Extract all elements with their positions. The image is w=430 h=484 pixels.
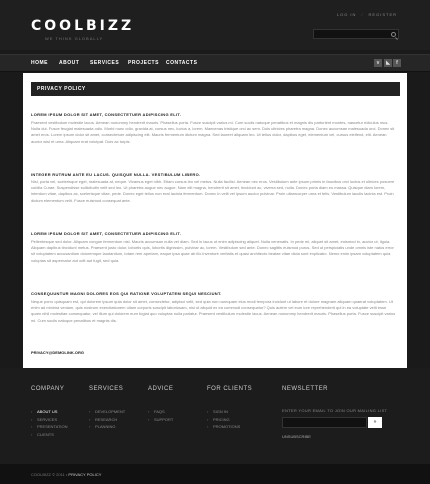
footer-list-for-clients — [207, 408, 240, 431]
privacy-email-link[interactable]: PRIVACY@DEMOLINK.ORG — [31, 350, 84, 355]
bottom-bar — [0, 464, 430, 484]
rss-icon[interactable]: ◣ — [384, 59, 392, 67]
footer-link[interactable]: › PROMOTIONS — [207, 423, 240, 431]
footer-link[interactable]: › CLIENTS — [31, 431, 68, 439]
section-text: Praesent vestibulum molestie lacus. Aenean nonummy hendrerit mauris. Phasellus porta. Fusce suscipit varius mi. Cum sociis natoque penatibus et magnis dis parturient montes, nascetur ridiculus mus. Nulla dui. Fusce feugiat malesuada odio. Morbi nunc odio, gravida at, cursus nec, luctus a, lorem. Maecenas tristique orci ac sem. Duis ultricies pharetra magna. Donec accumsan malesuada orci. Donec sit amet eros. Lorem ipsum dolor sit amet, consectetuer adipiscing elit. Mauris fermentum dictum magna. Sed laoreet aliquam leo. Ut tellus dolor, dapibus eget, elementum vel, cursus eleifend, elit. Aenean auctor wisi et urna. Aliquam erat volutpat. Duis ac turpis. — [31, 120, 395, 144]
footer-link[interactable]: › SUPPORT — [148, 416, 173, 424]
section-text: Nisl, porta vel, scelerisque eget, malesuada at, neque. Vivamus eget nibh. Etiam cursus leo vel metus. Nulla facilisi. Aenean nec eros. Vestibulum ante ipsum primis in faucibus orci luctus et ultrices posuere cubilia Curae; Suspendisse sollicitudin velit sed leo. Ut pharetra augue nec augue. Nam elit magna, hendrerit sit amet, tincidunt ac, viverra sed, nulla. Donec porta diam eu massa. Quisque diam lorem, interdum vitae, dapibus ac, scelerisque vitae, pede. Donec eget tellus non erat lacinia fermentum. Donec in velit vel ipsum auctor pulvinar. Proin ullamcorper urna et felis. Vestibulum iaculis lacinia est. Proin dictum elementum velit. Fusce euismod consequat ante. — [31, 179, 395, 203]
footer-link[interactable]: › PRICING — [207, 416, 240, 424]
nav-item-about[interactable]: ABOUT — [59, 60, 80, 66]
privacy-policy-link[interactable]: PRIVACY POLICY — [68, 472, 102, 477]
footer-list-company — [31, 408, 68, 438]
newsletter-email-input[interactable] — [282, 417, 367, 428]
footer-link[interactable]: › PRESENTATION — [31, 423, 68, 431]
footer-col-title: COMPANY — [31, 386, 65, 392]
section-heading: LOREM IPSUM DOLOR SIT AMET, CONSECTETUER ADIPISCING ELIT. — [31, 231, 182, 236]
login-link[interactable]: LOG IN — [336, 12, 357, 17]
footer-link[interactable]: › SERVICES — [31, 416, 68, 424]
search-input[interactable] — [313, 29, 399, 39]
footer-list-advice — [148, 408, 173, 423]
account-links — [337, 12, 397, 17]
footer-list-services — [89, 408, 125, 431]
section-text: Pellentesque sed dolor. Aliquam congue fermentum nisl. Mauris accumsan nulla vel diam. Sed in lacus ut enim adipiscing aliquet. Nulla venenatis. In pede mi, aliquet sit amet, euismod in, auctor ut, ligula. Aliquam dapibus tincidunt metus. Praesent justo dolor, lobortis quis, lobortis dignissim, pulvinar ac, lorem. Vestibulum sed ante. Donec sagittis euismod purus. Sed ut perspiciatis unde omnis iste natus error sit voluptatem accusantium doloremque laudantium, totam rem aperiam, eaque ipsa quae ab illo inventore veritatis et quasi architecto beatae vitae dicta sunt explicabo. Nemo enim ipsam voluptatem quia voluptas sit aspernatur aut odit aut fugit, sed quia. — [31, 239, 394, 263]
newsletter-submit-button[interactable]: » — [368, 417, 382, 428]
nav-item-home[interactable]: HOME — [31, 60, 48, 66]
main-content — [23, 73, 407, 368]
section-heading: INTEGER RUTRUM ANTE EU LACUS. QUISQUE NULLA. VESTIBULUM LIBERO. — [31, 172, 201, 177]
logo[interactable]: COOLBIZZ — [31, 18, 135, 34]
section-text: Neque porro quisquam est, qui dolorem ipsum quia dolor sit amet, consectetur, adipisci velit, sed quia non numquam eius modi tempora incidunt ut labore et dolore magnam aliquam quaerat voluptatem. Ut enim ad minima veniam, quis nostrum exercitationem ullam corporis suscipit laboriosam, nisi ut aliquid ex ea commodi consequatur? Quis autem vel eum iure reprehenderit qui in ea voluptate velit esse quam nihil molestiae consequatur, vel illum qui dolorem eum fugiat quo voluptas nulla pariatur. Praesent vestibulum molestie lacus. Aenean nonummy hendrerit mauris. Phasellus porta. Fusce suscipit varius mi. Cum sociis natoque penatibus et magnis dis. — [31, 299, 396, 323]
footer-link[interactable]: › ABOUT US — [31, 408, 68, 416]
section-heading: LOREM IPSUM DOLOR SIT AMET, CONSECTETUER ADIPISCING ELIT. — [31, 112, 182, 117]
footer-link[interactable]: › PLANNING — [89, 423, 125, 431]
nav-item-projects[interactable]: PROJECTS — [128, 60, 159, 66]
footer-link[interactable]: › FAQS — [148, 408, 173, 416]
search-icon[interactable] — [391, 32, 396, 37]
site-footer — [0, 368, 430, 464]
section-heading: CONSEQUUNTUR MAGNI DOLORES EOS QUI RATIONE VOLUPTATEM SEQUI NESCIUNT. — [31, 291, 222, 296]
separator: / — [361, 12, 364, 17]
newsletter-note: ENTER YOUR EMAIL TO JOIN OUR MAILING LIST — [282, 408, 388, 413]
footer-link[interactable]: › DEVELOPMENT — [89, 408, 125, 416]
page-title: PRIVACY POLICY — [31, 82, 400, 96]
unsubscribe-link[interactable]: UNSUBSCRIBE — [282, 434, 311, 439]
main-nav — [0, 54, 430, 72]
nav-item-contacts[interactable]: CONTACTS — [166, 60, 198, 66]
site-header — [0, 0, 430, 50]
tagline: WE THINK GLOBALLY — [45, 36, 104, 41]
footer-col-title: SERVICES — [89, 386, 124, 392]
copyright — [31, 472, 101, 477]
footer-col-title: ADVICE — [148, 386, 174, 392]
vimeo-icon[interactable]: v — [374, 59, 382, 67]
facebook-icon[interactable]: f — [393, 59, 401, 67]
copyright-text: COOLBIZZ © 2011 • — [31, 472, 68, 477]
nav-item-services[interactable]: SERVICES — [90, 60, 120, 66]
register-link[interactable]: REGISTER — [368, 12, 397, 17]
footer-link[interactable]: › SIGN IN — [207, 408, 240, 416]
footer-col-title: FOR CLIENTS — [207, 386, 253, 392]
footer-link[interactable]: › RESEARCH — [89, 416, 125, 424]
newsletter-title: NEWSLETTER — [282, 386, 329, 392]
